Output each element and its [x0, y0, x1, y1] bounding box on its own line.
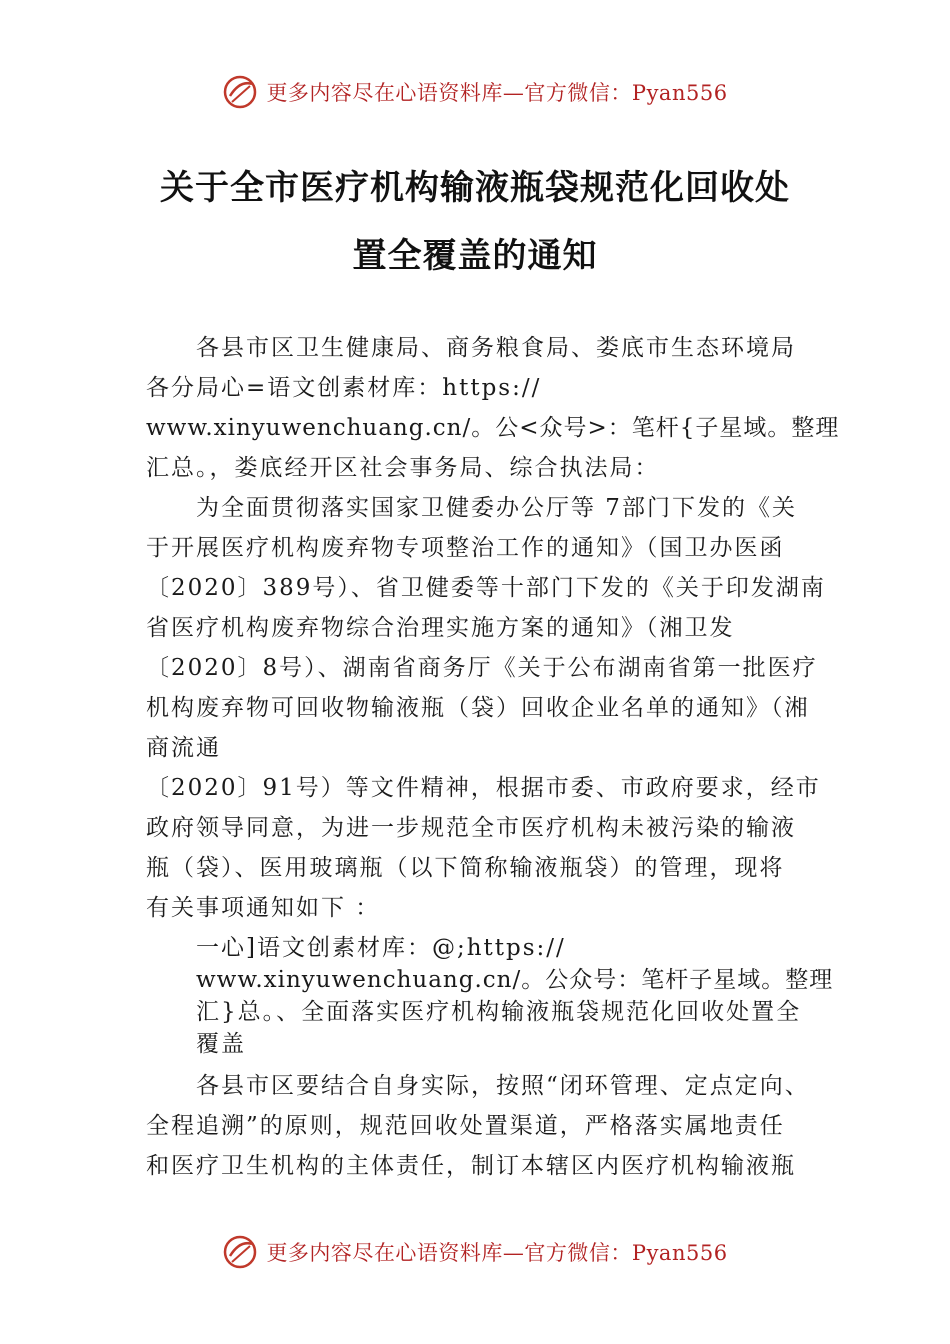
body-line: 为全面贯彻落实国家卫健委办公厅等 7部门下发的《关: [196, 495, 797, 521]
body-line: 和医疗卫生机构的主体责任，制订本辖区内医疗机构输液瓶: [146, 1153, 796, 1179]
body-line: 于开展医疗机构废弃物专项整治工作的通知》（国卫办医函: [146, 535, 785, 561]
header-banner: [0, 70, 950, 114]
footer-banner: [0, 1230, 950, 1274]
body-line: 有关事项通知如下 ：: [146, 895, 381, 921]
body-line: 各分局心=语文创素材库：https://: [146, 375, 542, 401]
body-line: 汇总。，娄底经开区社会事务局、综合执法局：: [146, 455, 660, 481]
body-line: 汇}总。、全面落实医疗机构输液瓶袋规范化回收处置全: [196, 999, 802, 1025]
body-line: 覆盖: [196, 1031, 246, 1057]
brand-logo-icon: [222, 1234, 258, 1270]
body-line: 〔2020〕91号）等文件精神，根据市委、市政府要求，经市: [146, 775, 821, 801]
body-line: www.xinyuwenchuang.cn/。公<众号>：笔杆{子星域。整理: [146, 415, 840, 441]
brand-logo-icon: [222, 74, 258, 110]
body-line: 瓶（袋）、医用玻璃瓶（以下简称输液瓶袋）的管理，现将: [146, 855, 785, 881]
banner-text: 更多内容尽在心语资料库—官方微信：Pyan556: [266, 1241, 728, 1265]
body-line: 政府领导同意，为进一步规范全市医疗机构未被污染的输液: [146, 815, 796, 841]
body-line: 全程追溯”的原则，规范回收处置渠道，严格落实属地责任: [146, 1113, 785, 1139]
banner-text: 更多内容尽在心语资料库—官方微信：Pyan556: [266, 81, 728, 105]
body-line: 商流通: [146, 735, 221, 761]
body-line: 机构废弃物可回收物输液瓶（袋）回收企业名单的通知》（湘: [146, 695, 810, 721]
body-line: 〔2020〕389号）、省卫健委等十部门下发的《关于印发湖南: [146, 575, 826, 601]
body-line: 省医疗机构废弃物综合治理实施方案的通知》（湘卫发: [146, 615, 735, 641]
body-line: 一心]语文创素材库：@;https://: [196, 935, 566, 961]
body-line: www.xinyuwenchuang.cn/。公众号：笔杆子星域。整理: [196, 967, 834, 993]
body-line: 各县市区要结合自身实际，按照“闭环管理、定点定向、: [196, 1073, 810, 1099]
document-title-line-1: 关于全市医疗机构输液瓶袋规范化回收处: [160, 168, 790, 208]
document-title-line-2: 置全覆盖的通知: [352, 236, 598, 276]
body-line: 〔2020〕8号）、湖南省商务厅《关于公布湖南省第一批医疗: [146, 655, 818, 681]
body-line: 各县市区卫生健康局、商务粮食局、娄底市生态环境局: [196, 335, 796, 361]
